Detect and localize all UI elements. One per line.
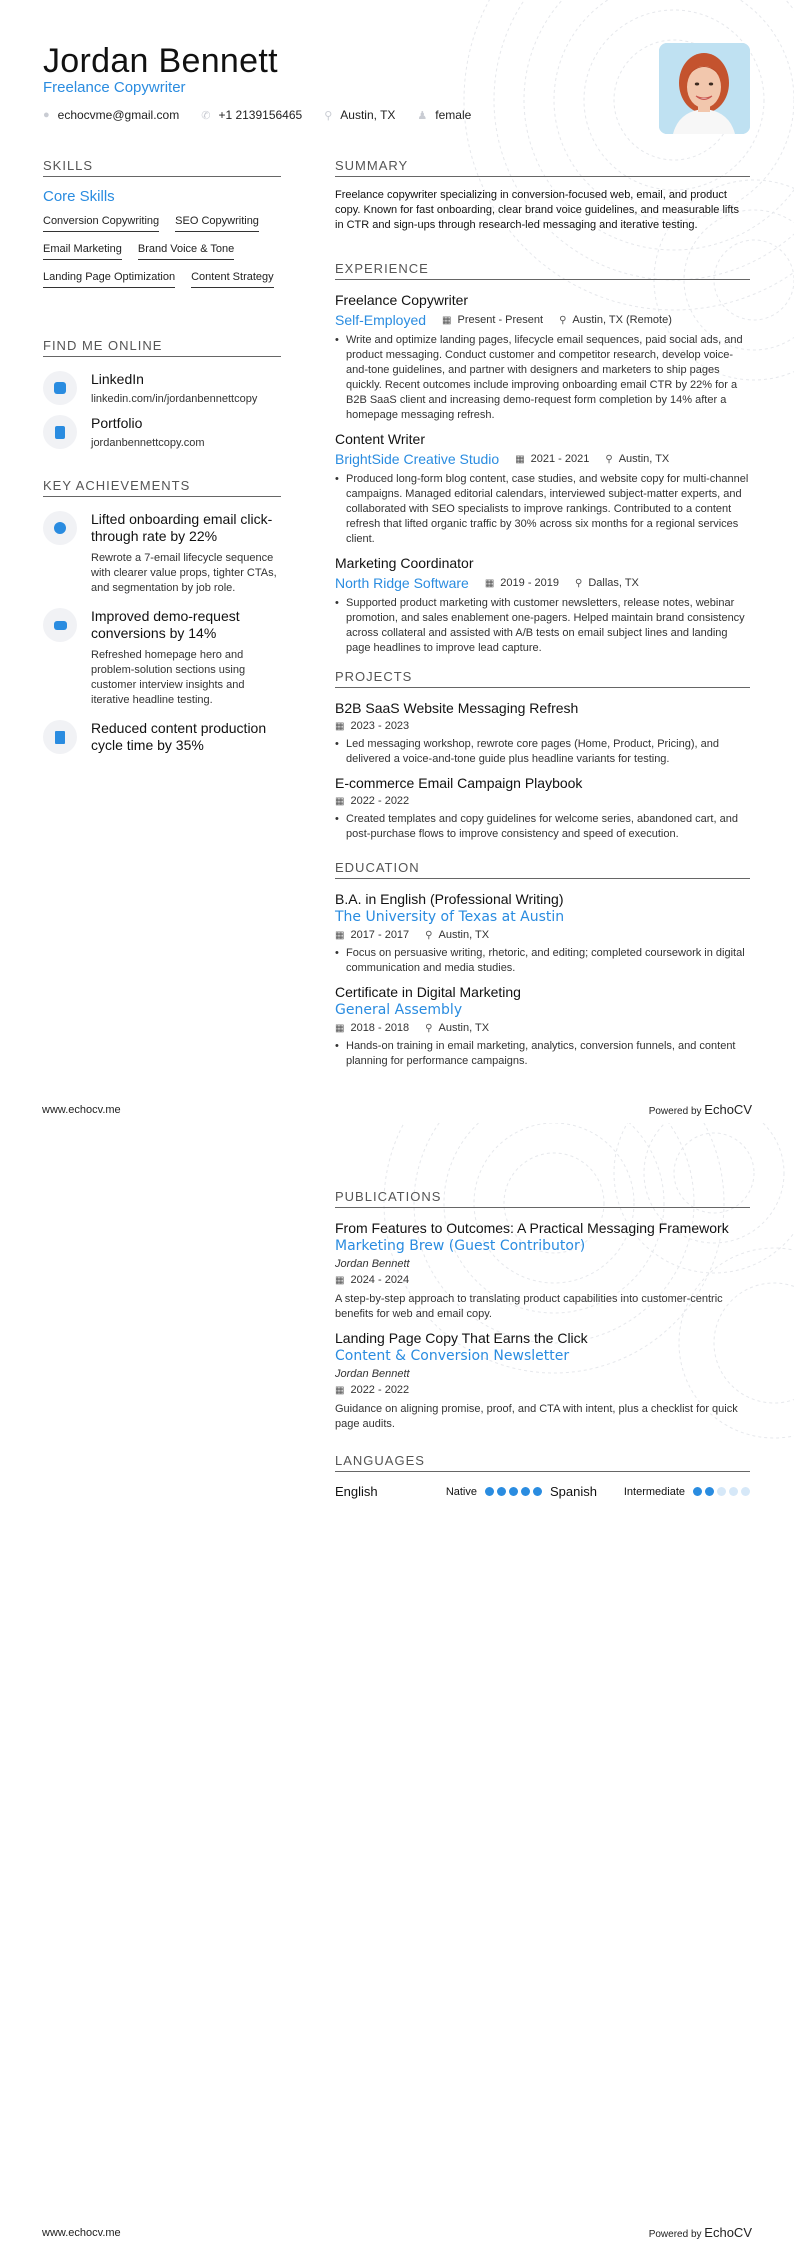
rating-dot <box>521 1487 530 1496</box>
experience-item: Marketing Coordinator North Ridge Software ▦ 2019 - 2019 ⚲ Dallas, TX • Supported product marketing with customer newsletters, release notes, webinar promotion, and sales enablement one-pagers. Helped maintain brand consistency across collateral and assisted with A/B tests on email subject lines and landing page headlines to improve lead capture. <box>335 555 750 656</box>
language-rating <box>693 1487 750 1496</box>
projects-section <box>335 669 750 842</box>
language-rating <box>485 1487 542 1496</box>
calendar-icon: ▦ <box>335 1384 345 1396</box>
projects-heading: PROJECTS <box>335 669 750 688</box>
rating-dot <box>693 1487 702 1496</box>
calendar-icon: ▦ <box>335 720 345 732</box>
contact-gender: ♟ female <box>417 108 472 122</box>
phone-icon: ✆ <box>201 109 211 122</box>
languages-section <box>335 1453 750 1499</box>
skill-tag: Brand Voice & Tone <box>138 237 234 260</box>
calendar-icon: ▦ <box>335 1274 345 1286</box>
experience-bullet: • Produced long-form blog content, case studies, and website copy for multi-channel campaigns. Managed editorial calendars, interviewed subject-matter experts, and collaborated with SEO specialists to improve rankings. Contributed to a content refresh that lifted organic traffic by 30% across six months for a regional services client. <box>335 472 750 547</box>
location-pin-icon: ⚲ <box>575 577 583 589</box>
achievements-section <box>43 478 281 768</box>
experience-bullet: • Write and optimize landing pages, lifecycle email sequences, paid social ads, and product messaging. Conduct customer and competitor research, develop voice-and-tone guidelines, and partner with designers and marketers to ship pages quickly. Recent outcomes include improving onboarding email CTR by 22% for a B2B SaaS client and increasing demo-request form completion by 14% after a homepage messaging refresh. <box>335 333 750 423</box>
project-bullet: • Created templates and copy guidelines for welcome series, abandoned cart, and post-purchase flows to improve consistency and speed of execution. <box>335 812 750 842</box>
education-bullet: • Hands-on training in email marketing, analytics, conversion funnels, and content planning for performance campaigns. <box>335 1039 750 1069</box>
institution: The University of Texas at Austin <box>335 909 565 925</box>
skill-tag: Email Marketing <box>43 237 122 260</box>
achievement-item: Reduced content production cycle time by 35% <box>43 720 281 760</box>
footer-site-link[interactable]: www.echocv.me <box>42 2227 121 2239</box>
education-bullet: • Focus on persuasive writing, rhetoric, and editing; completed coursework in digital communication and media studies. <box>335 946 750 976</box>
location-pin-icon: ⚲ <box>425 929 433 941</box>
online-portfolio[interactable]: Portfolio jordanbennettcopy.com <box>43 415 281 449</box>
tag-icon <box>43 608 77 642</box>
resume-page-2 <box>0 1123 794 2246</box>
skills-heading: SKILLS <box>43 158 281 177</box>
employer: BrightSide Creative Studio <box>335 451 500 467</box>
summary-section <box>335 158 750 233</box>
contact-location: ⚲ Austin, TX <box>324 108 396 122</box>
online-heading: FIND ME ONLINE <box>43 338 281 357</box>
experience-bullet: • Supported product marketing with customer newsletters, release notes, webinar promotion, and sales enablement one-pagers. Helped maintain brand consistency across collateral and assisted with A/B tests on email subject lines and landing page headlines to improve lead capture. <box>335 596 750 656</box>
skill-tag: SEO Copywriting <box>175 209 259 232</box>
publication-item: From Features to Outcomes: A Practical Messaging Framework Marketing Brew (Guest Contributor) Jordan Bennett ▦ 2024 - 2024 A step-by-step approach to translating product capabilities into customer-centric benefits for web and email copy. <box>335 1220 750 1322</box>
achievements-heading: KEY ACHIEVEMENTS <box>43 478 281 497</box>
calendar-icon: ▦ <box>484 577 495 589</box>
experience-item: Freelance Copywriter Self-Employed ▦ Present - Present ⚲ Austin, TX (Remote) • Write and optimize landing pages, lifecycle email sequences, paid social ads, and product messaging. Conduct customer and competitor research, develop voice-and-tone guidelines, and partner with designers and marketers to ship pages quickly. Recent outcomes include improving onboarding email CTR by 22% for a B2B SaaS client and increasing demo-request form completion by 14% after a homepage messaging refresh. <box>335 292 750 423</box>
publications-heading: PUBLICATIONS <box>335 1189 750 1208</box>
rating-dot <box>485 1487 494 1496</box>
building-icon <box>43 720 77 754</box>
language-english: English Native <box>335 1484 542 1499</box>
linkedin-icon <box>43 371 77 405</box>
experience-item: Content Writer BrightSide Creative Studio ▦ 2021 - 2021 ⚲ Austin, TX • Produced long-form blog content, case studies, and website copy for multi-channel campaigns. Managed editorial calendars, interviewed subject-matter experts, and collaborated with SEO specialists to improve rankings. Contributed to a content refresh that lifted organic traffic by 30% across six months for a regional services client. <box>335 431 750 547</box>
contact-bar <box>43 108 471 122</box>
echocv-logo[interactable]: EchoCV <box>704 2225 752 2240</box>
experience-heading: EXPERIENCE <box>335 261 750 280</box>
candidate-role: Freelance Copywriter <box>43 79 186 96</box>
skill-tag: Conversion Copywriting <box>43 209 159 232</box>
rating-dot <box>705 1487 714 1496</box>
footer-site-link[interactable]: www.echocv.me <box>42 1104 121 1116</box>
achievement-item: Lifted onboarding email click-through rate by 22% Rewrote a 7-email lifecycle sequence with clearer value props, tighter CTAs, and segmentation by job role. <box>43 511 281 596</box>
rating-dot <box>741 1487 750 1496</box>
online-linkedin[interactable]: LinkedIn linkedin.com/in/jordanbennettcopy <box>43 371 281 405</box>
location-pin-icon: ⚲ <box>559 314 567 326</box>
skills-list <box>43 209 281 293</box>
education-item: B.A. in English (Professional Writing) The University of Texas at Austin ▦ 2017 - 2017 ⚲ Austin, TX • Focus on persuasive writing, rhetoric, and editing; completed coursework in digital communication and media studies. <box>335 891 750 976</box>
linkedin-url[interactable]: linkedin.com/in/jordanbennettcopy <box>91 393 258 405</box>
rating-dot <box>717 1487 726 1496</box>
publisher: Content & Conversion Newsletter <box>335 1348 570 1364</box>
skill-tag: Landing Page Optimization <box>43 265 175 288</box>
employer: Self-Employed <box>335 312 427 328</box>
person-icon: ♟ <box>417 109 428 122</box>
email-icon: ● <box>43 109 50 121</box>
rating-dot <box>497 1487 506 1496</box>
institution: General Assembly <box>335 1002 463 1018</box>
calendar-icon: ▦ <box>335 929 345 941</box>
achievement-item: Improved demo-request conversions by 14% Refreshed homepage hero and problem-solution sections using customer interview insights and iterative headline testing. <box>43 608 281 708</box>
profile-photo <box>659 43 750 134</box>
calendar-icon: ▦ <box>442 314 452 326</box>
portfolio-icon <box>43 415 77 449</box>
location-pin-icon: ⚲ <box>425 1022 433 1034</box>
echocv-logo[interactable]: EchoCV <box>704 1102 752 1117</box>
portfolio-url[interactable]: jordanbennettcopy.com <box>91 437 205 449</box>
education-item: Certificate in Digital Marketing General Assembly ▦ 2018 - 2018 ⚲ Austin, TX • Hands-on training in email marketing, analytics, conversion funnels, and content planning for performance campaigns. <box>335 984 750 1069</box>
skill-tag: Content Strategy <box>191 265 274 288</box>
rating-dot <box>509 1487 518 1496</box>
dollar-icon <box>43 511 77 545</box>
language-spanish: Spanish Intermediate <box>550 1484 750 1499</box>
languages-heading: LANGUAGES <box>335 1453 750 1472</box>
project-bullet: • Led messaging workshop, rewrote core pages (Home, Product, Pricing), and delivered a voice-and-tone guide plus headline variants for testing. <box>335 737 750 767</box>
publication-author: Jordan Bennett <box>335 1258 410 1270</box>
calendar-icon: ▦ <box>515 453 525 465</box>
calendar-icon: ▦ <box>335 795 345 807</box>
candidate-name: Jordan Bennett <box>43 42 278 80</box>
skills-section <box>43 158 281 293</box>
contact-email[interactable]: ● echocvme@gmail.com <box>43 108 180 122</box>
summary-heading: SUMMARY <box>335 158 750 177</box>
education-section <box>335 860 750 1069</box>
project-item: B2B SaaS Website Messaging Refresh ▦ 2023 - 2023 • Led messaging workshop, rewrote core pages (Home, Product, Pricing), and delivered a voice-and-tone guide plus headline variants for testing. <box>335 700 750 767</box>
online-section <box>43 338 281 449</box>
education-heading: EDUCATION <box>335 860 750 879</box>
publication-author: Jordan Bennett <box>335 1368 410 1380</box>
publications-section <box>335 1189 750 1432</box>
publication-item: Landing Page Copy That Earns the Click Content & Conversion Newsletter Jordan Bennett ▦ 2022 - 2022 Guidance on aligning promise, proof, and CTA with intent, plus a checklist for quick page audits. <box>335 1330 750 1432</box>
experience-section <box>335 261 750 656</box>
project-item: E-commerce Email Campaign Playbook ▦ 2022 - 2022 • Created templates and copy guidelines for welcome series, abandoned cart, and post-purchase flows to improve consistency and speed of execution. <box>335 775 750 842</box>
summary-text: Freelance copywriter specializing in conversion-focused web, email, and product copy. Known for fast onboarding, clear brand voice guidelines, and measurable lifts in CTR and sign-ups through research-led messaging and iterative testing. <box>335 189 739 231</box>
skills-category: Core Skills <box>43 188 115 205</box>
location-pin-icon: ⚲ <box>605 453 613 465</box>
footer-powered: Powered by EchoCV <box>648 1102 752 1117</box>
publisher: Marketing Brew (Guest Contributor) <box>335 1238 586 1254</box>
footer-powered: Powered by EchoCV <box>648 2225 752 2240</box>
calendar-icon: ▦ <box>335 1022 345 1034</box>
location-pin-icon: ⚲ <box>324 109 333 122</box>
employer: North Ridge Software <box>335 575 469 591</box>
contact-phone[interactable]: ✆ +1 2139156465 <box>201 108 303 122</box>
rating-dot <box>533 1487 542 1496</box>
rating-dot <box>729 1487 738 1496</box>
